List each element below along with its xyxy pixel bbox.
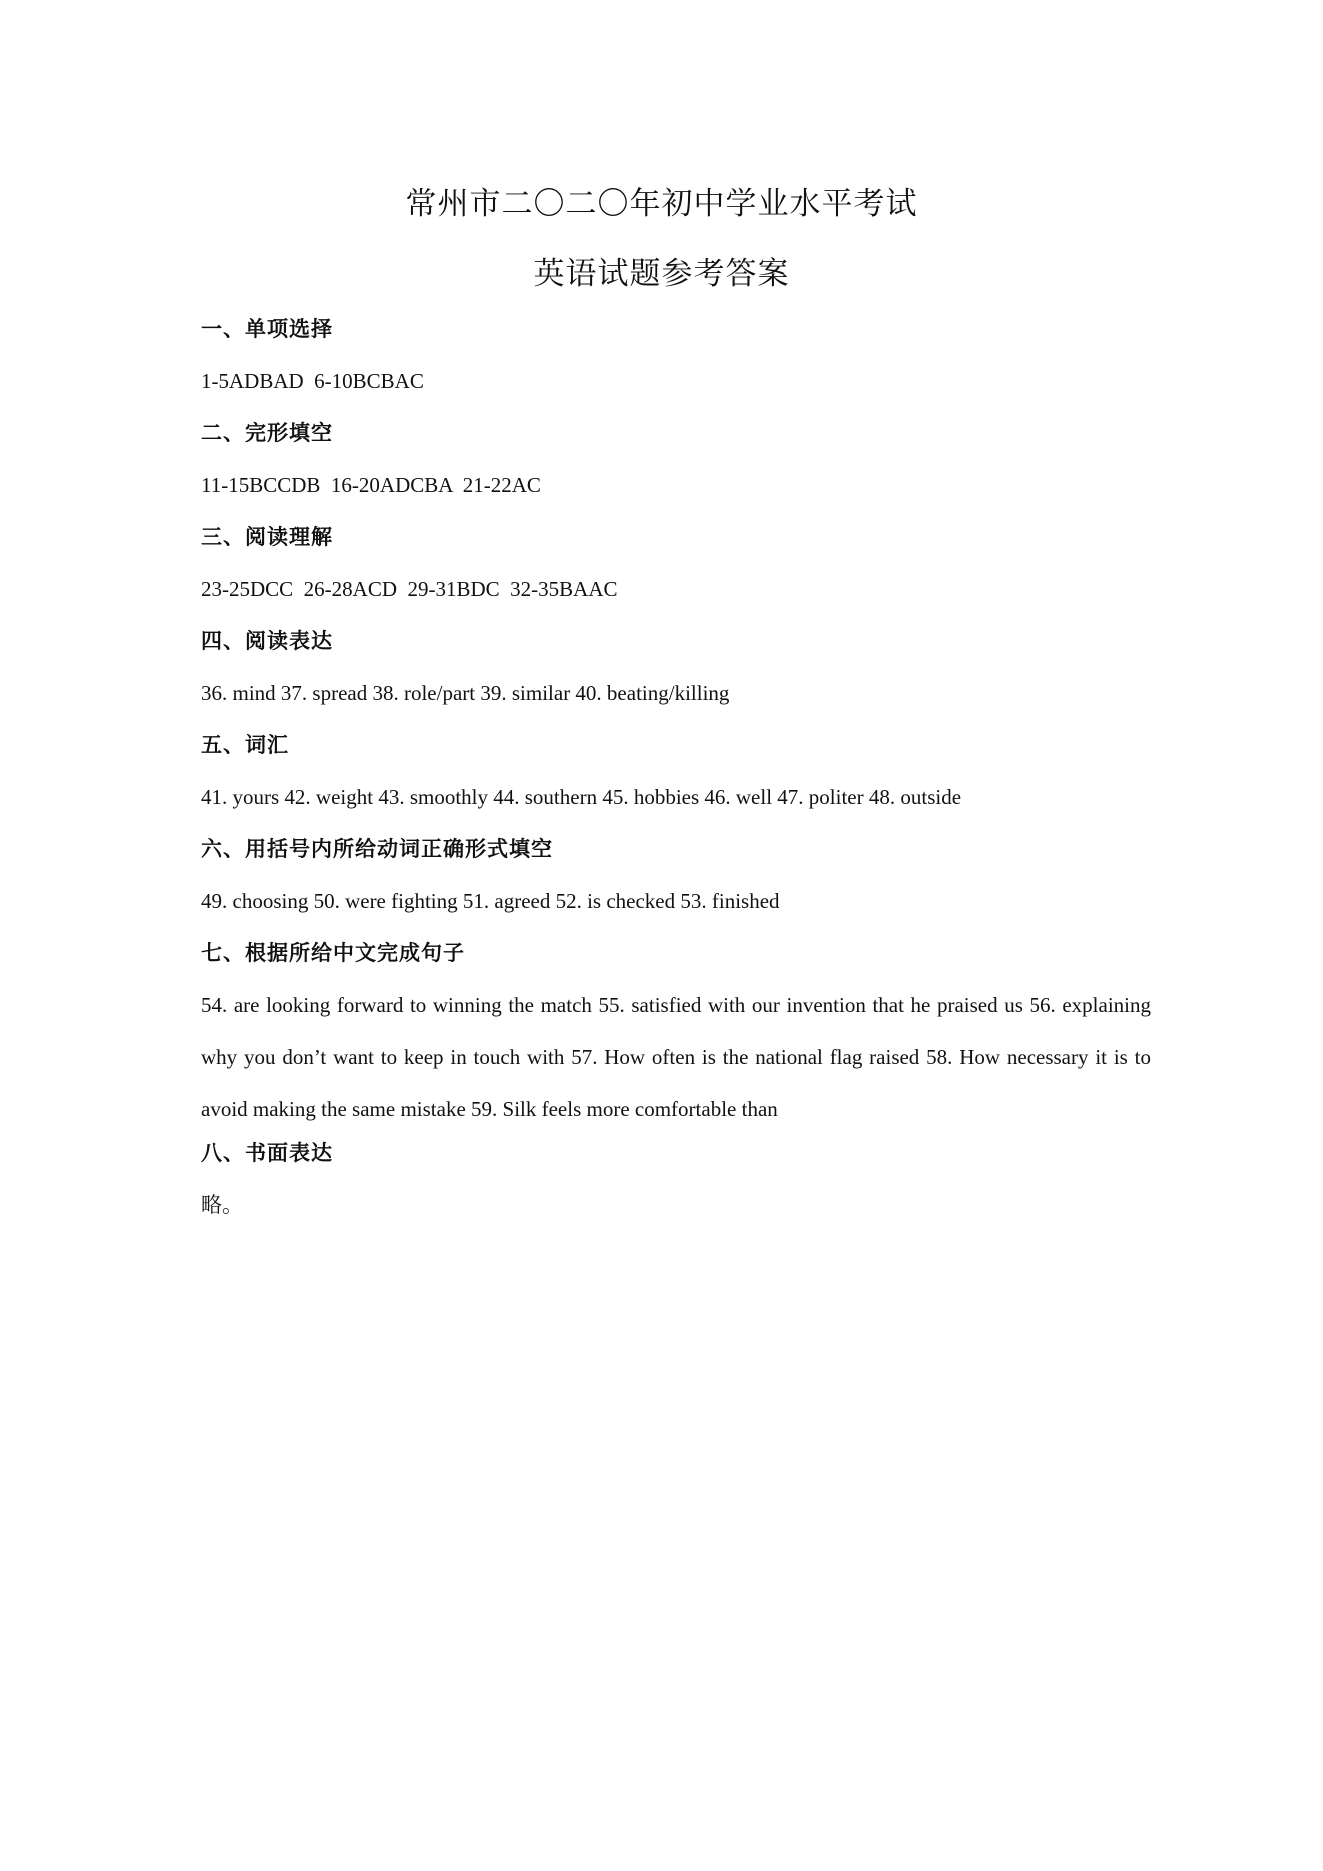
- section-heading-reading-expression: 四、阅读表达: [201, 629, 333, 653]
- section-heading-vocabulary: 五、词汇: [201, 733, 289, 757]
- section-heading-sentence-completion: 七、根据所给中文完成句子: [201, 941, 465, 965]
- document-title: 常州市二〇二〇年初中学业水平考试: [405, 186, 918, 222]
- section-heading-writing: 八、书面表达: [201, 1141, 333, 1165]
- answer-sections: [201, 314, 1151, 1242]
- section-heading-verb-forms: 六、用括号内所给动词正确形式填空: [201, 837, 553, 861]
- section-heading-reading: 三、阅读理解: [201, 525, 333, 549]
- section-answers-single-choice: 1-5ADBAD 6-10BCBAC: [201, 369, 424, 393]
- section-heading-single-choice: 一、单项选择: [201, 317, 333, 341]
- section-answers-sentence-completion: 54. are looking forward to winning the match 55. satisfied with our invention that he praised us 56. explaining why you don’t want to keep in touch with 57. How often is the national flag raised 58. How necessary it is to avoid making the same mistake 59. Silk feels more comfortable than: [201, 993, 1151, 1121]
- section-answers-verb-forms: 49. choosing 50. were fighting 51. agreed 52. is checked 53. finished: [201, 889, 780, 913]
- section-heading-cloze: 二、完形填空: [201, 421, 333, 445]
- section-answers-vocabulary: 41. yours 42. weight 43. smoothly 44. southern 45. hobbies 46. well 47. politer 48. outside: [201, 785, 962, 809]
- section-answers-writing: 略。: [201, 1193, 243, 1217]
- document-subtitle: 英语试题参考答案: [533, 256, 790, 292]
- section-answers-cloze: 11-15BCCDB 16-20ADCBA 21-22AC: [201, 473, 541, 497]
- section-answers-reading-expression: 36. mind 37. spread 38. role/part 39. similar 40. beating/killing: [201, 681, 730, 705]
- section-answers-reading: 23-25DCC 26-28ACD 29-31BDC 32-35BAAC: [201, 577, 618, 601]
